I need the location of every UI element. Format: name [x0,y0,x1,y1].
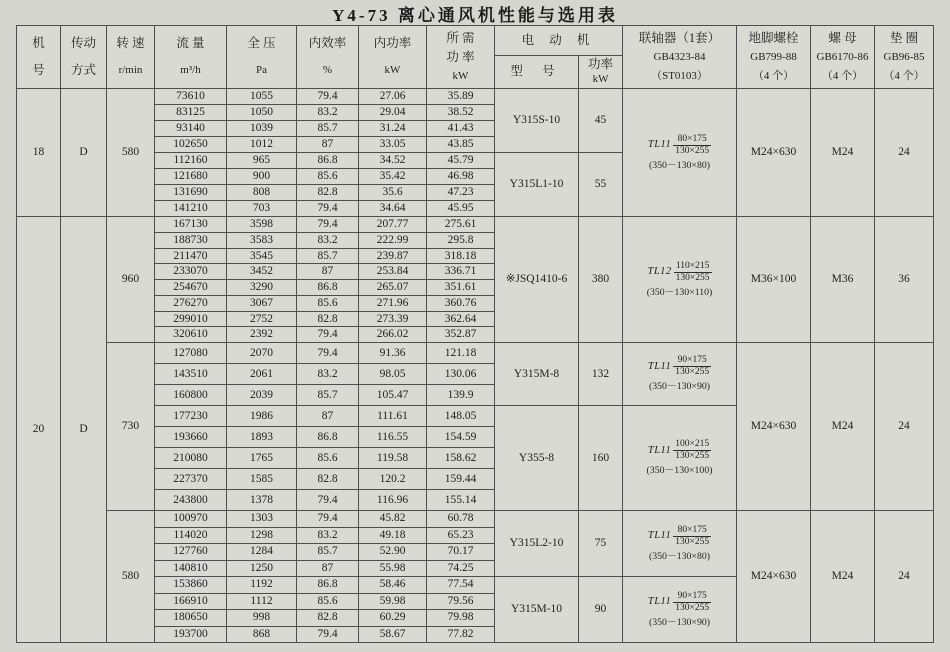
required-power-cell: 41.43 [427,121,495,137]
internal-power-cell: 52.90 [359,544,427,561]
coupling-size-denominator: 130×255 [675,367,710,377]
coupling-size-fraction [673,591,711,614]
internal-power-cell: 105.47 [359,385,427,406]
coupling-size-numerator: 90×175 [673,355,711,367]
flow-cell: 210080 [155,448,227,469]
coupling-spec [648,134,711,157]
flow-cell: 121680 [155,169,227,185]
required-power-cell: 70.17 [427,544,495,561]
flow-cell: 177230 [155,406,227,427]
coupling-cell [623,89,737,217]
internal-power-cell: 34.52 [359,153,427,169]
flow-cell: 160800 [155,385,227,406]
required-power-cell: 360.76 [427,295,495,311]
table-row [17,511,934,528]
pressure-cell: 1303 [227,511,297,528]
flow-cell: 73610 [155,89,227,105]
page-title: Y4-73 离心通风机性能与选用表 [332,6,618,25]
coupling-spec [648,525,711,548]
anchor-bolt-cell: M24×630 [737,511,811,643]
coupling-size-fraction [673,134,711,157]
washer-cell: 24 [875,89,934,217]
required-power-cell: 139.9 [427,385,495,406]
anchor-bolt-cell: M24×630 [737,89,811,217]
coupling-cell [623,217,737,343]
pressure-cell: 1378 [227,490,297,511]
pressure-cell: 998 [227,610,297,627]
internal-power-cell: 266.02 [359,327,427,343]
required-power-cell: 159.44 [427,469,495,490]
motor-model-cell: ※JSQ1410-6 [495,217,579,343]
pressure-cell: 1055 [227,89,297,105]
efficiency-cell: 82.8 [297,469,359,490]
pressure-cell: 1012 [227,137,297,153]
required-power-cell: 60.78 [427,511,495,528]
internal-power-cell: 207.77 [359,217,427,233]
flow-cell: 102650 [155,137,227,153]
flow-cell: 100970 [155,511,227,528]
required-power-cell: 46.98 [427,169,495,185]
coupling-note: (350－130×100) [646,465,713,476]
required-power-cell: 43.85 [427,137,495,153]
flow-cell: 131690 [155,185,227,201]
flow-cell: 320610 [155,327,227,343]
efficiency-cell: 85.7 [297,544,359,561]
efficiency-cell: 87 [297,264,359,280]
internal-power-cell: 253.84 [359,264,427,280]
efficiency-cell: 85.6 [297,169,359,185]
efficiency-cell: 83.2 [297,527,359,544]
anchor-bolt-cell: M24×630 [737,343,811,511]
motor-model-cell: Y315S-10 [495,89,579,153]
coupling-note: (350－130×80) [648,550,711,562]
pressure-cell: 3067 [227,295,297,311]
internal-power-cell: 45.82 [359,511,427,528]
flow-cell: 141210 [155,201,227,217]
flow-cell: 140810 [155,560,227,577]
required-power-cell: 318.18 [427,248,495,264]
table-row [17,89,934,105]
flow-cell: 188730 [155,232,227,248]
machine-no-cell: 20 [17,217,61,643]
internal-power-cell: 222.99 [359,232,427,248]
header-anchor-bolt: 地脚螺栓 GB799-88 （4 个） [737,26,811,89]
drive-type-cell: D [61,217,107,643]
required-power-cell: 155.14 [427,490,495,511]
speed-cell: 730 [107,343,155,511]
internal-power-cell: 35.42 [359,169,427,185]
pressure-cell: 1192 [227,577,297,594]
internal-power-cell: 29.04 [359,105,427,121]
header-speed: 转 速 r/min [107,26,155,89]
coupling-cell [623,577,737,643]
flow-cell: 193700 [155,626,227,643]
internal-power-cell: 119.58 [359,448,427,469]
pressure-cell: 3452 [227,264,297,280]
efficiency-cell: 85.6 [297,593,359,610]
table-row [17,217,934,233]
required-power-cell: 154.59 [427,427,495,448]
flow-cell: 254670 [155,280,227,296]
coupling-size-numerator: 110×215 [674,261,712,273]
internal-power-cell: 55.98 [359,560,427,577]
coupling-spec [648,439,711,462]
internal-power-cell: 271.96 [359,295,427,311]
pressure-cell: 703 [227,201,297,217]
coupling-size-denominator: 130×255 [675,272,710,283]
motor-model-cell: Y315L2-10 [495,511,579,577]
required-power-cell: 158.62 [427,448,495,469]
flow-cell: 299010 [155,311,227,327]
pressure-cell: 1298 [227,527,297,544]
efficiency-cell: 82.8 [297,610,359,627]
pressure-cell: 965 [227,153,297,169]
header-motor: 电 动 机 [495,26,623,56]
header-motor-power: 功率 kW [579,56,623,89]
coupling-spec [648,591,711,614]
header-internal-power: 内功率 kW [359,26,427,89]
pressure-cell: 1585 [227,469,297,490]
efficiency-cell: 79.4 [297,343,359,364]
speed-cell: 580 [107,89,155,217]
required-power-cell: 35.89 [427,89,495,105]
coupling-note: (350－130×90) [648,381,711,392]
coupling-type: TL11 [647,360,672,372]
required-power-cell: 45.95 [427,201,495,217]
required-power-cell: 77.82 [427,626,495,643]
required-power-cell: 74.25 [427,560,495,577]
pressure-cell: 1765 [227,448,297,469]
table-row [17,343,934,364]
flow-cell: 233070 [155,264,227,280]
flow-cell: 127760 [155,544,227,561]
header-coupling: 联轴器（1套） GB4323-84 （ST0103） [623,26,737,89]
motor-power-cell: 55 [579,153,623,217]
speed-cell: 580 [107,511,155,643]
coupling-size-numerator: 100×215 [675,439,710,449]
motor-power-cell: 380 [579,217,623,343]
efficiency-cell: 86.8 [297,427,359,448]
pressure-cell: 2061 [227,364,297,385]
washer-cell: 24 [875,511,934,643]
header-machine-no: 机 号 [17,26,61,89]
header-nut: 螺 母 GB6170-86 （4 个） [811,26,875,89]
efficiency-cell: 86.8 [297,577,359,594]
coupling-cell [623,511,737,577]
washer-cell: 24 [875,343,934,511]
flow-cell: 127080 [155,343,227,364]
coupling-type: TL12 [647,266,672,278]
efficiency-cell: 82.8 [297,311,359,327]
coupling-note: (350－130×80) [648,159,711,171]
coupling-size-denominator: 130×255 [675,451,710,461]
required-power-cell: 79.98 [427,610,495,627]
pressure-cell: 1284 [227,544,297,561]
coupling-size-fraction [673,439,711,462]
nut-cell: M24 [811,89,875,217]
required-power-cell: 47.23 [427,185,495,201]
motor-power-cell: 132 [579,343,623,406]
machine-no-cell: 18 [17,89,61,217]
coupling-size-numerator: 90×175 [673,591,711,603]
motor-power-cell: 45 [579,89,623,153]
efficiency-cell: 83.2 [297,364,359,385]
required-power-cell: 362.64 [427,311,495,327]
internal-power-cell: 35.6 [359,185,427,201]
efficiency-cell: 87 [297,137,359,153]
coupling-note: (350－130×90) [648,616,711,628]
flow-cell: 167130 [155,217,227,233]
internal-power-cell: 116.55 [359,427,427,448]
coupling-spec [647,261,711,284]
coupling-cell [623,343,737,406]
coupling-note: (350－130×110) [646,286,713,298]
motor-model-cell: Y315M-8 [495,343,579,406]
required-power-cell: 148.05 [427,406,495,427]
internal-power-cell: 58.46 [359,577,427,594]
coupling-size-numerator: 80×175 [673,525,711,537]
pressure-cell: 1893 [227,427,297,448]
required-power-cell: 77.54 [427,577,495,594]
efficiency-cell: 86.8 [297,153,359,169]
header-pressure: 全 压 Pa [227,26,297,89]
efficiency-cell: 86.8 [297,280,359,296]
flow-cell: 193660 [155,427,227,448]
efficiency-cell: 87 [297,406,359,427]
pressure-cell: 868 [227,626,297,643]
flow-cell: 83125 [155,105,227,121]
motor-model-cell: Y355-8 [495,406,579,511]
pressure-cell: 1250 [227,560,297,577]
coupling-size-denominator: 130×255 [675,145,710,156]
coupling-type: TL11 [647,139,672,151]
efficiency-cell: 85.7 [297,248,359,264]
pressure-cell: 2392 [227,327,297,343]
coupling-type: TL11 [647,444,672,456]
required-power-cell: 121.18 [427,343,495,364]
efficiency-cell: 85.7 [297,385,359,406]
pressure-cell: 3598 [227,217,297,233]
motor-power-cell: 75 [579,511,623,577]
required-power-cell: 352.87 [427,327,495,343]
pressure-cell: 1986 [227,406,297,427]
required-power-cell: 275.61 [427,217,495,233]
coupling-size-fraction [674,261,712,284]
motor-model-cell: Y315M-10 [495,577,579,643]
nut-cell: M24 [811,343,875,511]
internal-power-cell: 34.64 [359,201,427,217]
flow-cell: 112160 [155,153,227,169]
internal-power-cell: 49.18 [359,527,427,544]
efficiency-cell: 79.4 [297,201,359,217]
flow-cell: 93140 [155,121,227,137]
pressure-cell: 2070 [227,343,297,364]
pressure-cell: 900 [227,169,297,185]
efficiency-cell: 79.4 [297,490,359,511]
efficiency-cell: 79.4 [297,217,359,233]
efficiency-cell: 79.4 [297,327,359,343]
header-efficiency: 内效率 % [297,26,359,89]
flow-cell: 114020 [155,527,227,544]
header-motor-model: 型 号 [495,56,579,89]
internal-power-cell: 27.06 [359,89,427,105]
required-power-cell: 38.52 [427,105,495,121]
required-power-cell: 45.79 [427,153,495,169]
efficiency-cell: 79.4 [297,511,359,528]
required-power-cell: 130.06 [427,364,495,385]
motor-power-cell: 90 [579,577,623,643]
pressure-cell: 3583 [227,232,297,248]
required-power-cell: 295.8 [427,232,495,248]
speed-cell: 960 [107,217,155,343]
efficiency-cell: 83.2 [297,232,359,248]
required-power-cell: 351.61 [427,280,495,296]
motor-power-cell: 160 [579,406,623,511]
internal-power-cell: 60.29 [359,610,427,627]
internal-power-cell: 59.98 [359,593,427,610]
efficiency-cell: 85.6 [297,448,359,469]
flow-cell: 227370 [155,469,227,490]
pressure-cell: 3290 [227,280,297,296]
internal-power-cell: 120.2 [359,469,427,490]
required-power-cell: 336.71 [427,264,495,280]
coupling-size-fraction [673,525,711,548]
internal-power-cell: 111.61 [359,406,427,427]
coupling-size-denominator: 130×255 [675,602,710,613]
flow-cell: 211470 [155,248,227,264]
coupling-type: TL11 [647,530,672,542]
internal-power-cell: 265.07 [359,280,427,296]
efficiency-cell: 79.4 [297,626,359,643]
pressure-cell: 1050 [227,105,297,121]
internal-power-cell: 33.05 [359,137,427,153]
pressure-cell: 1112 [227,593,297,610]
nut-cell: M24 [811,511,875,643]
nut-cell: M36 [811,217,875,343]
required-power-cell: 79.56 [427,593,495,610]
coupling-size-numerator: 80×175 [673,134,711,146]
washer-cell: 36 [875,217,934,343]
pressure-cell: 2752 [227,311,297,327]
internal-power-cell: 239.87 [359,248,427,264]
internal-power-cell: 116.96 [359,490,427,511]
internal-power-cell: 98.05 [359,364,427,385]
motor-model-cell: Y315L1-10 [495,153,579,217]
flow-cell: 180650 [155,610,227,627]
header-flow: 流 量 m³/h [155,26,227,89]
efficiency-cell: 87 [297,560,359,577]
flow-cell: 153860 [155,577,227,594]
coupling-spec [648,355,711,378]
coupling-cell [623,406,737,511]
internal-power-cell: 273.39 [359,311,427,327]
flow-cell: 166910 [155,593,227,610]
flow-cell: 143510 [155,364,227,385]
pressure-cell: 2039 [227,385,297,406]
required-power-cell: 65.23 [427,527,495,544]
header-washer: 垫 圈 GB96-85 （4 个） [875,26,934,89]
header-required-power: 所 需 功 率 kW [427,26,495,89]
fan-performance-table [16,25,934,643]
efficiency-cell: 79.4 [297,89,359,105]
pressure-cell: 3545 [227,248,297,264]
internal-power-cell: 31.24 [359,121,427,137]
flow-cell: 243800 [155,490,227,511]
efficiency-cell: 85.6 [297,295,359,311]
header-drive-mode: 传动 方式 [61,26,107,89]
coupling-size-denominator: 130×255 [675,536,710,547]
pressure-cell: 808 [227,185,297,201]
pressure-cell: 1039 [227,121,297,137]
internal-power-cell: 91.36 [359,343,427,364]
efficiency-cell: 83.2 [297,105,359,121]
coupling-type: TL11 [647,596,672,608]
efficiency-cell: 82.8 [297,185,359,201]
internal-power-cell: 58.67 [359,626,427,643]
flow-cell: 276270 [155,295,227,311]
efficiency-cell: 85.7 [297,121,359,137]
drive-type-cell: D [61,89,107,217]
coupling-size-fraction [673,355,711,378]
anchor-bolt-cell: M36×100 [737,217,811,343]
